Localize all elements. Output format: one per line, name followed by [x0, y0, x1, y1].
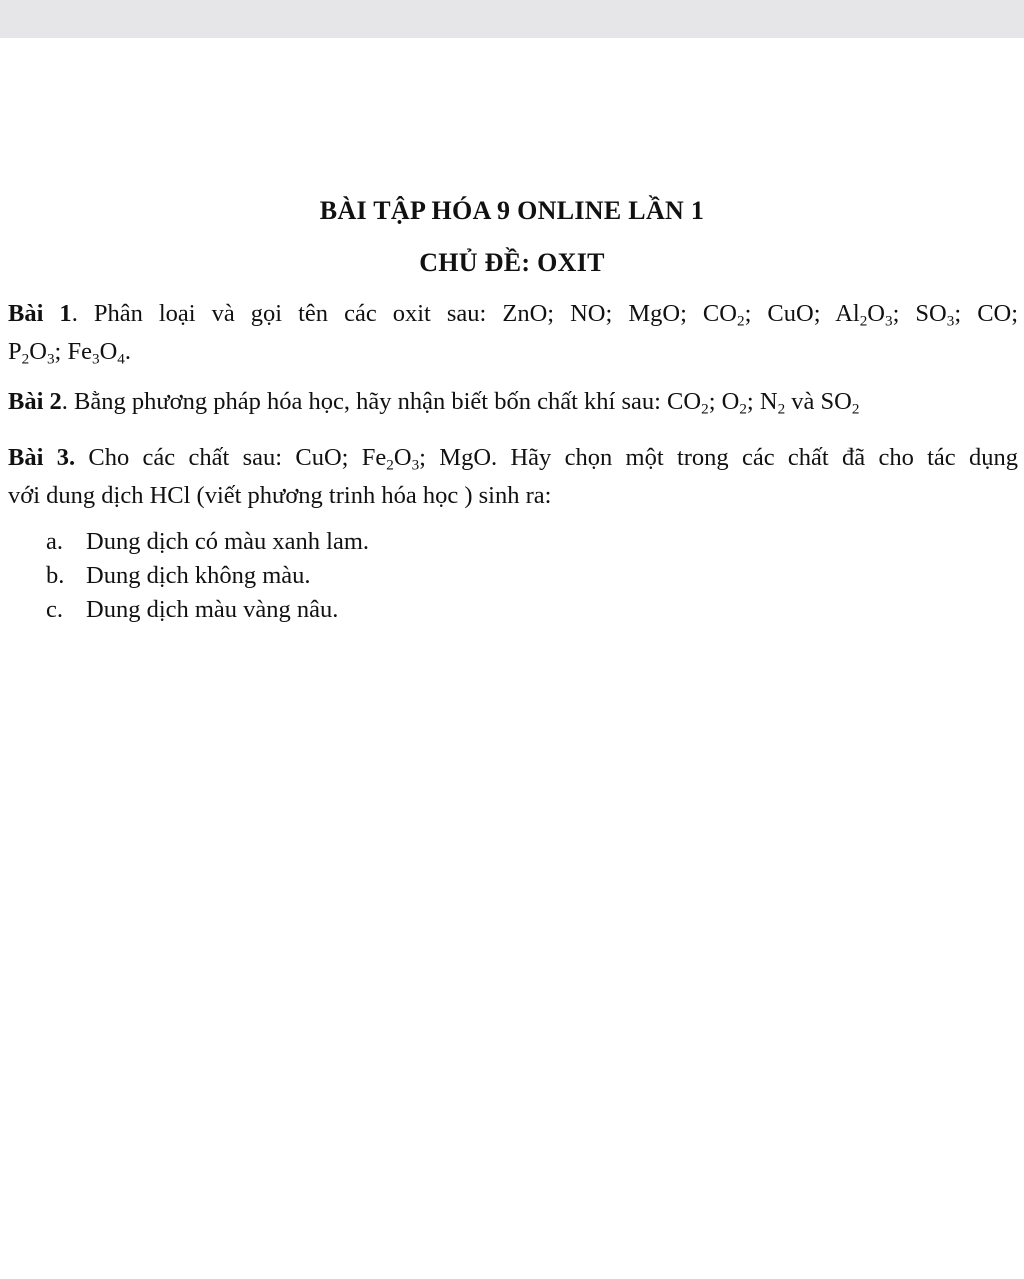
option-marker: b. [46, 562, 65, 589]
formula: $P_2O_3$; [8, 338, 62, 368]
formula: MgO [439, 444, 492, 471]
formula: NO; [570, 300, 613, 327]
option-a [46, 525, 369, 559]
top-bar [0, 0, 1024, 38]
option-text: Dung dịch có màu xanh lam. [86, 528, 370, 555]
exercise-text: Cho các chất sau: [75, 444, 283, 471]
formula: MgO; [628, 300, 687, 327]
document-title: BÀI TẬP HÓA 9 ONLINE LẦN 1 [319, 196, 705, 225]
formula: ZnO; [502, 300, 555, 327]
option-c [46, 593, 369, 627]
formula: $SO_3$; [915, 300, 962, 330]
exercise-label: Bài 2 [8, 388, 62, 415]
formula: $N_2$ [759, 388, 786, 418]
formula: $Al_2O_3$; [835, 300, 900, 330]
option-text: Dung dịch màu vàng nâu. [86, 596, 339, 623]
formula: $CO_2$; [702, 300, 752, 330]
formula: $Fe_2O_3$; [361, 444, 426, 474]
option-marker: c. [46, 596, 63, 623]
option-marker: a. [46, 528, 63, 555]
document-page [0, 38, 1024, 1279]
exercise-3-line-1 [8, 439, 1018, 477]
formula: CO; [977, 300, 1019, 327]
document-topic: CHỦ ĐỀ: OXIT [419, 248, 605, 277]
exercise-3-line-2: với dung dịch HCl (viết phương trinh hóa học ) sinh ra: [8, 482, 552, 509]
formula: $O_2$; [721, 388, 754, 418]
exercise-1 [8, 295, 1018, 371]
exercise-text: Bằng phương pháp hóa học, hãy nhận biết bốn chất khí sau: [67, 388, 661, 415]
exercise-1-line-1: Bài 1. Phân loại và gọi tên các oxit sau: ZnO; NO; MgO; $CO_2$; CuO; $Al_2O_3$; $SO_3$; CO; [8, 300, 1019, 330]
exercise-label: Bài 3. [8, 444, 76, 471]
formula: $CO_2$; [667, 388, 716, 418]
exercise-3-options [46, 525, 369, 627]
exercise-1-line-2 [8, 333, 1018, 371]
formula: $SO_2$ [820, 388, 860, 418]
exercise-2 [8, 383, 1018, 421]
exercise-text: Phân loại và gọi tên các oxit sau: [77, 300, 487, 327]
formula: $Fe_3O_4$. [67, 338, 131, 368]
option-text: Dung dịch không màu. [86, 562, 311, 589]
exercise-3 [8, 439, 1018, 515]
formula: CuO; [295, 444, 349, 471]
connector: và [791, 388, 815, 415]
exercise-text: . Hãy chọn một trong các chất đã cho tác dụng [491, 444, 1018, 471]
option-b [46, 559, 369, 593]
exercise-label: Bài 1 [8, 300, 72, 327]
formula: CuO; [767, 300, 821, 327]
exercise-2-line-1: Bài 2. Bằng phương pháp hóa học, hãy nhận biết bốn chất khí sau: $CO_2$; $O_2$; $N_2$ và $SO_2$ [8, 388, 860, 418]
